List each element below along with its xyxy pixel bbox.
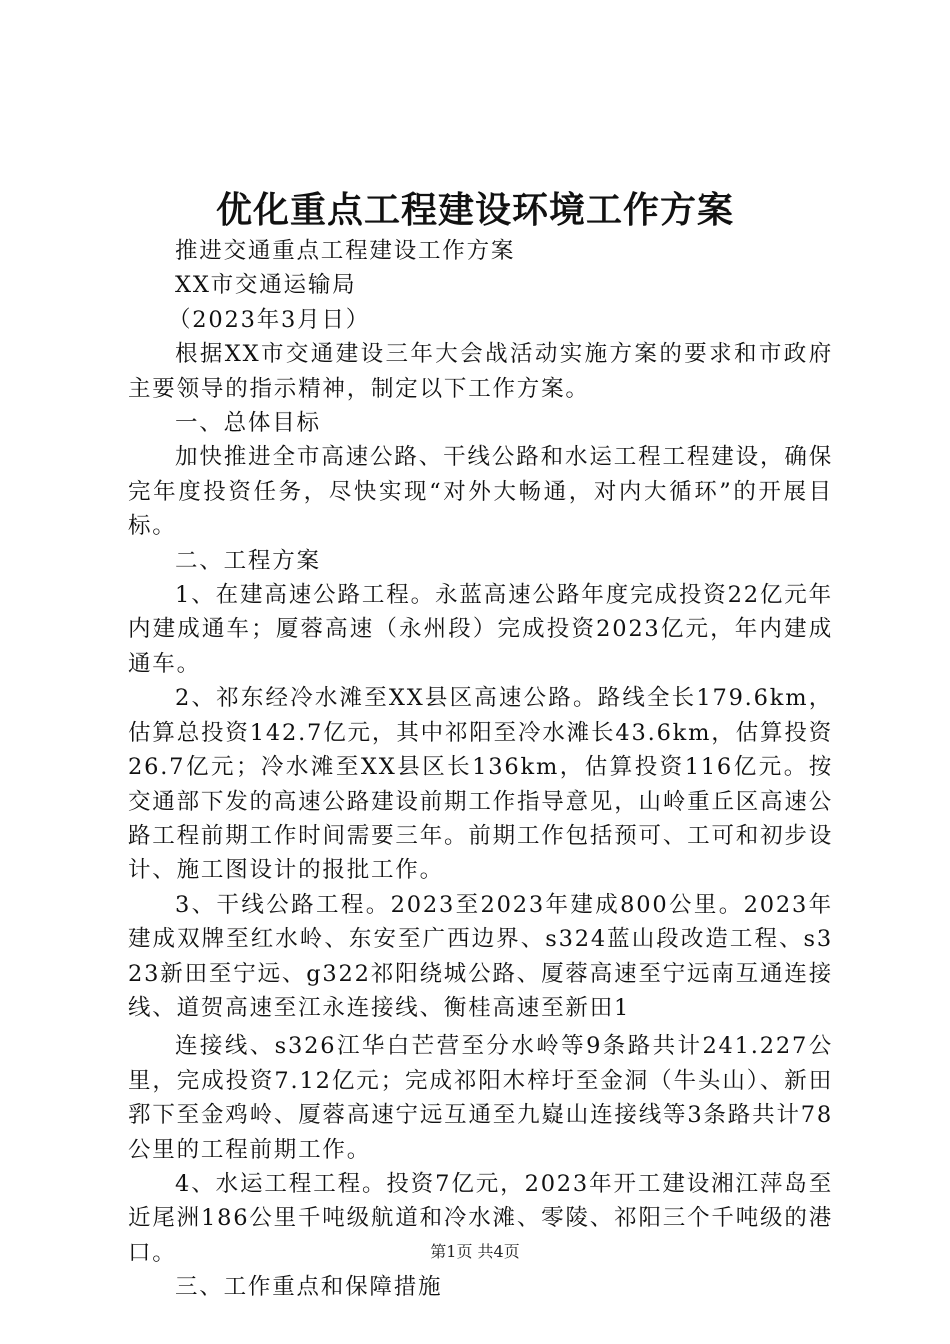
paragraph-item-3-continued: 连接线、s326江华白芒营至分水岭等9条路共计241.227公里，完成投资7.12亿元；完成祁阳木梓圩至金洞（牛头山）、新田郛下至金鸡岭、厦蓉高速宁远互通至九嶷山连接线等3条路共计78公里的工程前期工作。 (128, 1033, 833, 1163)
paragraph-subtitle: 推进交通重点工程建设工作方案 (175, 238, 516, 264)
section-heading-2: 二、工程方案 (175, 547, 321, 574)
paragraph-date: （2023年3月日） (168, 306, 371, 333)
paragraph-issuer: XX市交通运输局 (175, 272, 357, 299)
paragraph-goal: 加快推进全市高速公路、干线公路和水运工程工程建设，确保完年度投资任务，尽快实现“对外大畅通，对内大循环”的开展目标。 (128, 444, 833, 540)
section-heading-1: 一、总体目标 (175, 410, 321, 437)
document-title: 优化重点工程建设环境工作方案 (215, 189, 734, 231)
paragraph-item-4: 4、水运工程工程。投资7亿元，2023年开工建设湘江萍岛至近尾洲186公里千吨级航道和冷水滩、零陵、祁阳三个千吨级的港口。 (128, 1170, 833, 1266)
section-heading-3: 三、工作重点和保障措施 (175, 1274, 443, 1301)
paragraph-item-1: 1、在建高速公路工程。永蓝高速公路年度完成投资22亿元年内建成通车；厦蓉高速（永州段）完成投资2023亿元，年内建成通车。 (128, 582, 833, 677)
document-body (128, 234, 833, 1305)
paragraph-intro: 根据XX市交通建设三年大会战活动实施方案的要求和市政府主要领导的指示精神，制定以下工作方案。 (128, 341, 833, 402)
page-footer: 第1页 共4页 (430, 1242, 520, 1261)
paragraph-item-2: 2、祁东经冷水滩至XX县区高速公路。路线全长179.6km，估算总投资142.7亿元，其中祁阳至冷水滩长43.6km，估算投资26.7亿元；冷水滩至XX县区长136km，估算投资116亿元。按交通部下发的高速公路建设前期工作指导意见，山岭重丘区高速公路工程前期工作时间需要三年。前期工作包括预可、工可和初步设计、施工图设计的报批工作。 (128, 685, 833, 884)
paragraph-item-3: 3、干线公路工程。2023至2023年建成800公里。2023年建成双牌至红水岭、东安至广西边界、s324蓝山段改造工程、s323新田至宁远、g322祁阳绕城公路、厦蓉高速至宁远南互通连接线、道贺高速至江永连接线、衡桂高速至新田1 (128, 891, 833, 1021)
